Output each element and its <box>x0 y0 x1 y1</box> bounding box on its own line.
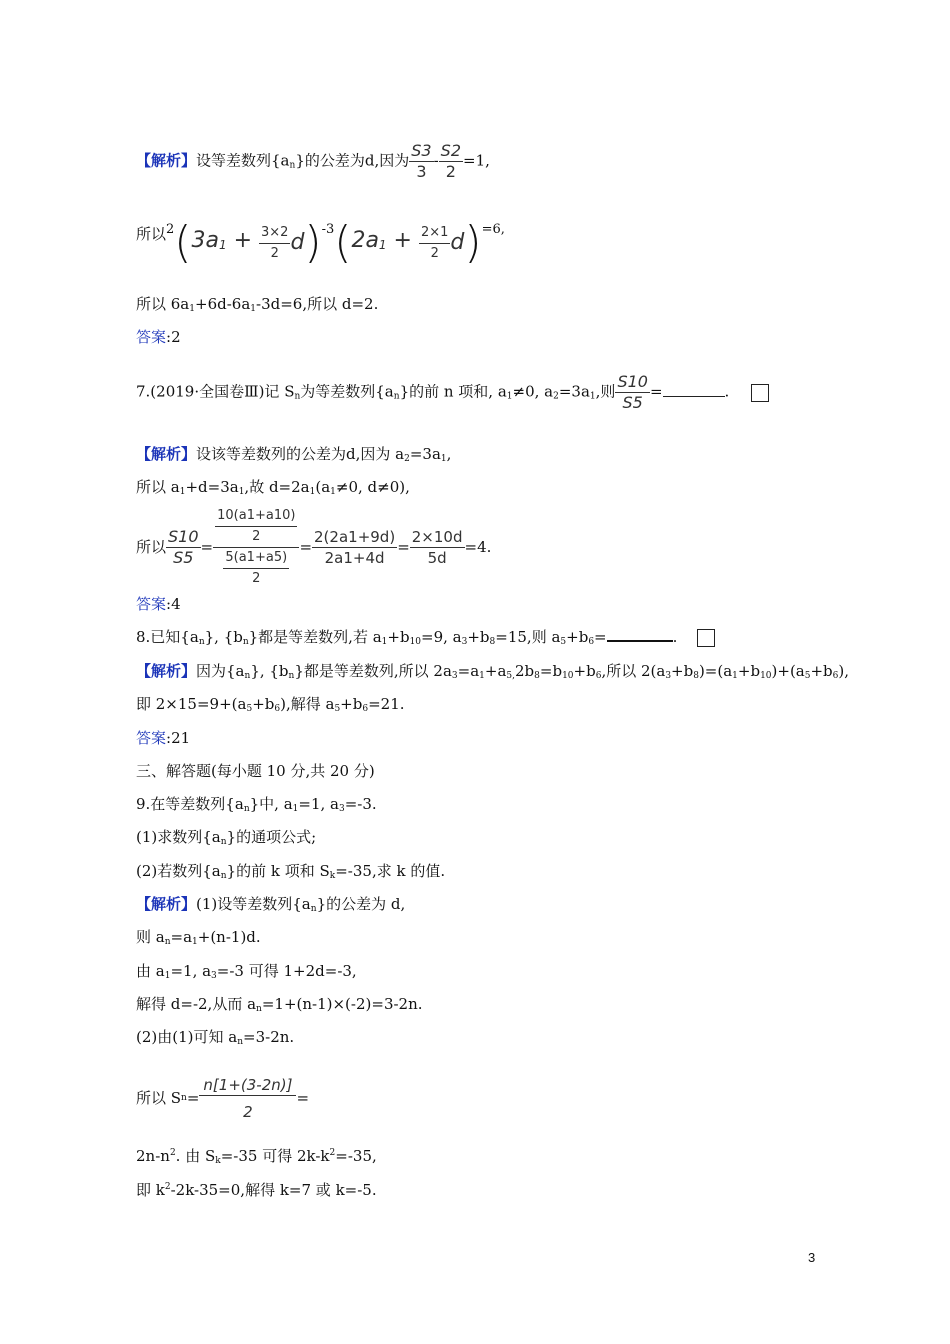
coef: -3 <box>321 222 335 237</box>
text: -3d=6,所以 d=2. <box>256 295 379 313</box>
text: , <box>446 445 452 463</box>
text: ≠0, a <box>512 382 554 401</box>
q8-solution-line2: 即 $2\times 15=9+(a_5+b_6)$,解得 $a_5+b_6=21$. <box>136 695 405 714</box>
text: -2k-35=0,解得 k=7 或 k=-5. <box>170 1181 377 1199</box>
text: ,所以 2(a <box>601 662 666 680</box>
text: = <box>296 1089 310 1107</box>
text: +b <box>387 628 410 646</box>
text: 因为{a <box>196 662 245 680</box>
q9-part2: (2)若数列$\{a_n\}$的前 k 项和 $S_k=-35$,求 k 的值. <box>136 862 446 881</box>
q7-solution-line3: 所以 $\frac{S10}{S5}$ = $\frac{\frac{10(a1+a10)}{2}}{\frac{5(a1+a5)}{2}}$ = $\frac{2(2a1+9d)}{2a1+4d}$ = $\frac{2\times 10d}{5d}$ =4. <box>136 512 491 582</box>
analysis-tag: 【解析】 <box>136 151 197 170</box>
text: 所以 a <box>136 478 180 496</box>
text: +(n-1)d. <box>197 928 261 946</box>
answer-blank[interactable] <box>607 640 673 642</box>
text: }, {b <box>204 628 243 646</box>
text: =1, a <box>298 795 339 813</box>
text: ), <box>838 662 850 680</box>
fraction-expanded: $\frac{\frac{10(a1+a10)}{2}}{\frac{5(a1+a5)}{2}}$ <box>213 506 299 589</box>
text: }中, a <box>249 795 293 813</box>
text: 所以 <box>136 225 167 243</box>
text: 由 a <box>136 962 165 980</box>
q9-solution-line2: 则 $a_n=a_1+(n-1)d$. <box>136 928 261 947</box>
text: 所以 6a <box>136 295 190 313</box>
text: (a <box>315 478 331 496</box>
text: (2)若数列{a <box>136 862 221 880</box>
answer-value: :2 <box>166 328 181 346</box>
q9-solution-line7: $2n-n^2$. 由 $S_k=-35$ 可得 $2k-k^2=-35$, <box>136 1147 377 1166</box>
q9-solution-line8: 即 $k^2-2k-35=0$,解得 k=7 或 k=-5. <box>136 1181 377 1199</box>
text: =4. <box>464 538 492 556</box>
text: 设该等差数列的公差为d,因为 a <box>196 445 405 463</box>
q9-solution-line1: 【解析】(1)设等差数列$\{a_n\}$的公差为 d, <box>136 895 406 914</box>
answer-label: 答案 <box>136 729 167 747</box>
text: 所以 S <box>136 1089 182 1107</box>
text: )+(a <box>771 662 805 680</box>
q9-solution-line5: (2)由(1)可知 $a_n=3-2n$. <box>136 1028 295 1047</box>
text: (1)设等差数列{a <box>196 895 311 913</box>
text: +b <box>810 662 833 680</box>
text: 即 k <box>136 1181 165 1199</box>
text: = <box>649 382 663 401</box>
text: 即 2×15=9+(a <box>136 695 247 713</box>
q7-stem: 7.(2019·全国卷Ⅲ)记 $S_n$为等差数列$\{a_n\}$的前 n 项和, $a_1\ne 0$, $a_2=3a_1$,则 $\frac{S10}{S5}$ = . <box>136 372 769 413</box>
text: =-3. <box>344 795 377 813</box>
fraction-final: $\frac{2\times 10d}{5d}$ <box>411 527 463 567</box>
text: }都是等差数列,若 a <box>248 628 382 646</box>
q8-solution-line1: 【解析】因为$\{a_n\}$, $\{b_n\}$都是等差数列,所以 $2a_3=a_1+a_{5,}2b_8=b_{10}+b_6$,所以 $2(a_3+b_8)=(a_1+b_{10})+(a_5+b_6)$, <box>136 662 850 681</box>
text: =6, <box>481 222 505 237</box>
fraction-simplified: $\frac{2(2a1+9d)}{2a1+4d}$ <box>314 527 396 567</box>
text: =3a <box>409 445 441 463</box>
q7-solution-line2: 所以 $a_1+d=3a_1$,故 $d=2a_1(a_1\ne 0$, d≠0), <box>136 478 410 497</box>
text: . 由 S <box>175 1147 216 1165</box>
text: +b <box>566 628 589 646</box>
text: =b <box>539 662 563 680</box>
q7-answer <box>136 594 181 614</box>
text: =-3 可得 1+2d=-3, <box>216 962 357 980</box>
fraction-3x2: $\frac{3\times 2}{2}$ <box>259 223 290 264</box>
section-heading: 三、解答题(每小题 10 分,共 20 分) <box>136 762 375 780</box>
text: ),解得 a <box>280 695 335 713</box>
q6-solution-line3: 所以 $6a_1+6d-6a_1-3d=6$,所以 d=2. <box>136 295 379 314</box>
text: ≠0, d≠0), <box>335 478 410 496</box>
text: +a <box>484 662 507 680</box>
text: 7.(2019·全国卷Ⅲ)记 S <box>136 382 295 401</box>
text: }, {b <box>250 662 289 680</box>
q6-answer <box>136 327 181 347</box>
text: =-35 可得 2k-k <box>220 1147 330 1165</box>
text: =-35,求 k 的值. <box>335 862 446 880</box>
fraction-s10-s5: $\frac{S10}{S5}$ <box>617 372 648 412</box>
text: =a <box>457 662 480 680</box>
text: =21. <box>368 695 405 713</box>
q9-solution-line4: 解得 d=-2,从而 $a_n=1+(n-1)\times(-2)=3-2n$. <box>136 995 423 1014</box>
text: 2b <box>515 662 535 680</box>
text: =1, a <box>170 962 212 980</box>
analysis-tag: 【解析】 <box>136 662 197 680</box>
text: 为等差数列{a <box>300 382 394 401</box>
text: =9, a <box>421 628 462 646</box>
analysis-tag: 【解析】 <box>136 895 197 913</box>
q9-solution-line3: 由 $a_1=1$, $a_3=-3$ 可得 1+2d=-3, <box>136 962 357 981</box>
q6-solution-line1: 【解析】设等差数列$\{a_n\}$的公差为d,因为 $\frac{S3}{3}$ - $\frac{S2}{2}$ =1, <box>136 141 490 181</box>
fraction-s2: $\frac{S2}{2}$ <box>440 141 461 181</box>
text: }的通项公式; <box>226 828 317 846</box>
text: =15,则 a <box>495 628 561 646</box>
checkbox[interactable] <box>751 384 769 402</box>
text: =-35, <box>335 1147 377 1165</box>
text: . <box>672 628 678 646</box>
q9-solution-line6: 所以 S n = $\frac{n[1+(3-2n)]}{2}$ = <box>136 1075 310 1121</box>
text: }都是等差数列,所以 2a <box>294 662 452 680</box>
text: =3-2n. <box>243 1028 295 1046</box>
text: +b <box>252 695 275 713</box>
text: +b <box>737 662 761 680</box>
page-number: 3 <box>808 1250 816 1265</box>
text: 设等差数列{a <box>196 151 290 170</box>
text: +b <box>573 662 596 680</box>
text: 2n-n <box>136 1147 170 1165</box>
q8-answer <box>136 728 190 748</box>
q7-solution-line1: 【解析】设该等差数列的公差为d,因为 $a_2=3a_1$, <box>136 445 452 464</box>
text: (1)求数列{a <box>136 828 221 846</box>
answer-label: 答案 <box>136 595 167 613</box>
text: ,则 <box>595 382 616 401</box>
text: 9.在等差数列{a <box>136 795 244 813</box>
text: +b <box>671 662 694 680</box>
text: }的前 n 项和, a <box>399 382 507 401</box>
text: +b <box>340 695 363 713</box>
text: =1+(n-1)×(-2)=3-2n. <box>261 995 423 1013</box>
fraction-s3: $\frac{S3}{3}$ <box>411 141 432 181</box>
fraction-s10-s5: $\frac{S10}{S5}$ <box>168 526 199 567</box>
text: 8.已知{a <box>136 628 199 646</box>
q9-part1: (1)求数列$\{a_n\}$的通项公式; <box>136 828 317 847</box>
answer-value: :21 <box>166 729 191 747</box>
text: )=(a <box>698 662 733 680</box>
fraction-sum: $\frac{n[1+(3-2n)]}{2}$ <box>199 1075 296 1122</box>
q9-stem: 9.在等差数列$\{a_n\}$中, $a_1=1$, $a_3=-3$. <box>136 795 377 814</box>
checkbox[interactable] <box>697 629 715 647</box>
text: +6d-6a <box>195 295 251 313</box>
analysis-tag: 【解析】 <box>136 445 197 463</box>
answer-blank[interactable] <box>663 396 725 397</box>
text: =a <box>170 928 193 946</box>
text: . <box>724 382 730 401</box>
answer-value: :4 <box>166 595 181 613</box>
q6-solution-line2: 所以$^2(3a_1$ + $\frac{3\times 2}{2}$ $d)^{-3}(2a_1$ + $\frac{2\times 1}{2}$ d)$^{=6,}$ <box>136 217 505 268</box>
q8-stem: 8.已知$\{a_n\}$, $\{b_n\}$都是等差数列,若 $a_1+b_{10}=9$, $a_3+b_8=15$,则 $a_5+b_6=$ . <box>136 627 715 652</box>
text: +b <box>467 628 490 646</box>
text: 所以 <box>136 538 167 556</box>
text: = <box>594 628 607 646</box>
text: ,故 d=2a <box>244 478 310 496</box>
text: 解得 d=-2,从而 a <box>136 995 257 1013</box>
text: (2)由(1)可知 a <box>136 1028 238 1046</box>
fraction-2x1: $\frac{2\times 1}{2}$ <box>419 223 450 264</box>
coef: 2 <box>166 222 175 237</box>
text: }的公差为 d, <box>316 895 406 913</box>
text: =1, <box>463 151 490 170</box>
answer-label: 答案 <box>136 328 167 346</box>
text: 则 a <box>136 928 165 946</box>
text: }的公差为d,因为 <box>295 151 410 170</box>
text: +d=3a <box>185 478 239 496</box>
text: }的前 k 项和 S <box>226 862 330 880</box>
text: =3a <box>558 382 590 401</box>
